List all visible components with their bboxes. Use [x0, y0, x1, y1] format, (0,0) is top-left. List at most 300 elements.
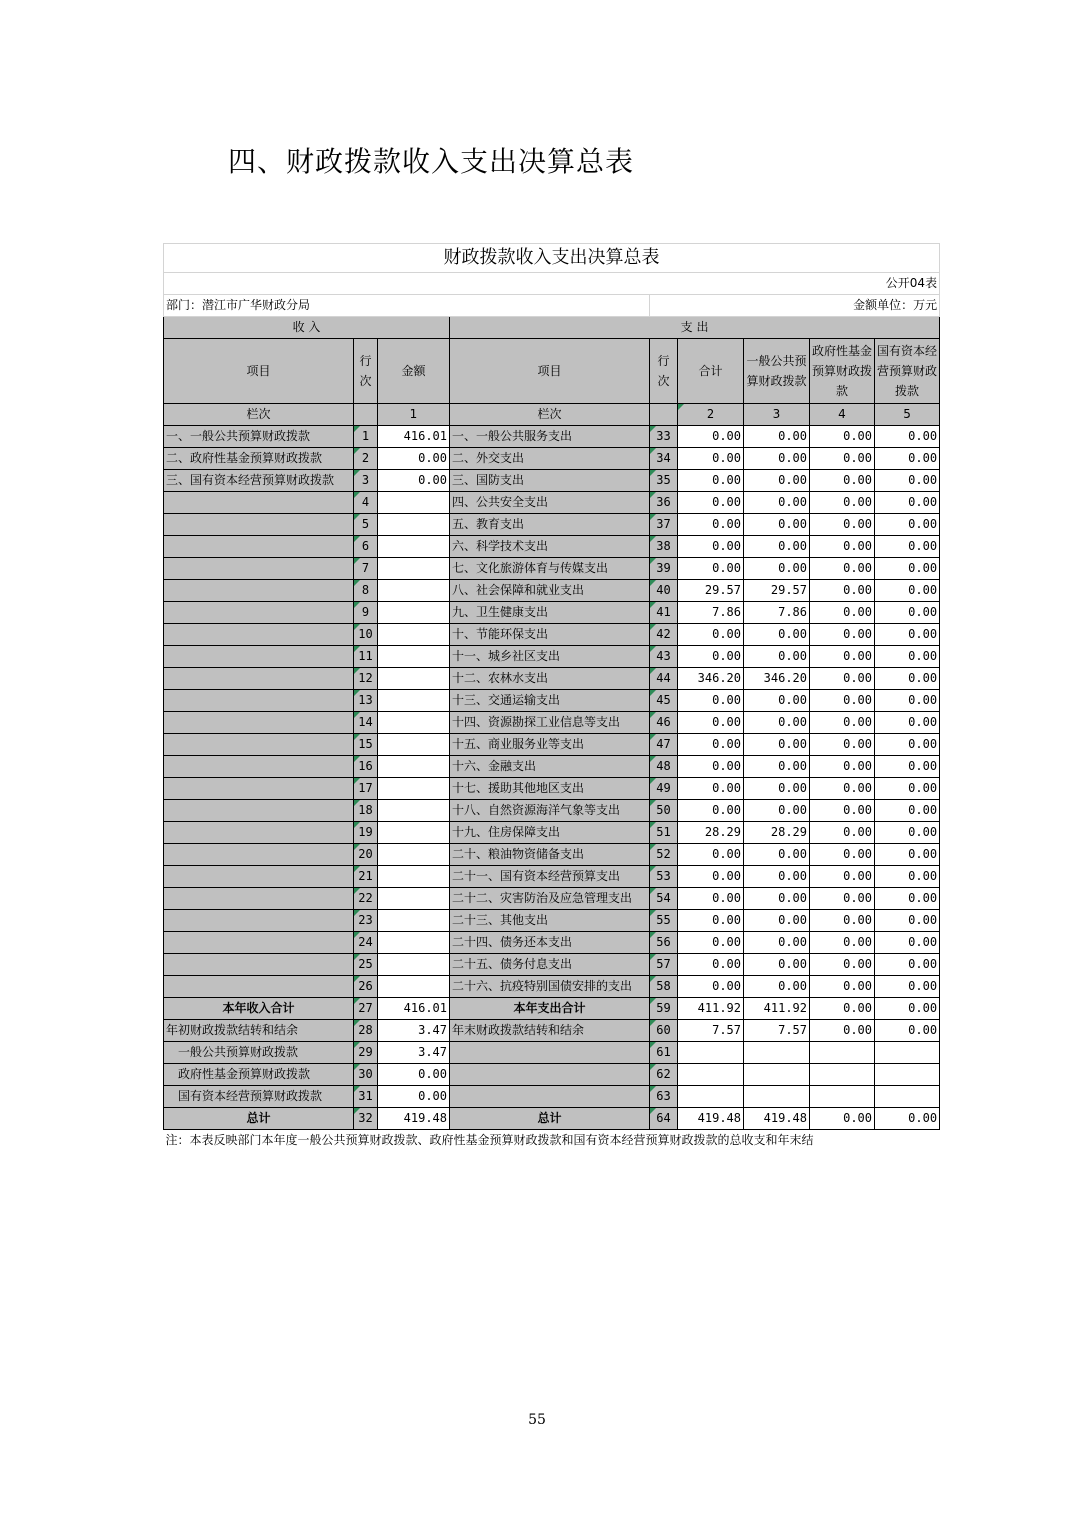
income-line: 10	[354, 624, 378, 646]
expense-fund-value: 0.00	[810, 910, 875, 932]
expense-line: 38	[650, 536, 678, 558]
blank-cell	[810, 1064, 875, 1086]
blank-cell	[744, 1042, 810, 1064]
table-row	[164, 976, 940, 998]
expense-state-value: 0.00	[875, 734, 940, 756]
expense-fund-value: 0.00	[810, 602, 875, 624]
income-line: 11	[354, 646, 378, 668]
index-1: 1	[378, 404, 450, 426]
income-amount	[378, 822, 450, 844]
income-line: 5	[354, 514, 378, 536]
income-amount	[378, 910, 450, 932]
income-amount: 0.00	[378, 448, 450, 470]
table-row	[164, 778, 940, 800]
income-line: 16	[354, 756, 378, 778]
begin-fund-amount: 0.00	[378, 1064, 450, 1086]
form-code: 公开04表	[164, 273, 940, 295]
expense-item: 十五、商业服务业等支出	[450, 734, 650, 756]
blank-cell	[450, 1042, 650, 1064]
grand-total-v5: 0.00	[875, 1108, 940, 1130]
expense-state-value: 0.00	[875, 624, 940, 646]
blank-cell	[875, 1064, 940, 1086]
income-item: 三、国有资本经营预算财政拨款	[164, 470, 354, 492]
income-col-item: 项目	[164, 339, 354, 404]
income-line: 6	[354, 536, 378, 558]
income-line: 15	[354, 734, 378, 756]
income-item	[164, 954, 354, 976]
income-item: 一、一般公共预算财政拨款	[164, 426, 354, 448]
expense-general-value: 346.20	[744, 668, 810, 690]
expense-total-v5: 0.00	[875, 998, 940, 1020]
income-amount	[378, 492, 450, 514]
table-note: 注：本表反映部门本年度一般公共预算财政拨款、政府性基金预算财政拨款和国有资本经营预算财政拨款的总收支和年末结	[165, 1133, 814, 1147]
expense-state-value: 0.00	[875, 712, 940, 734]
expense-general-value: 0.00	[744, 932, 810, 954]
expense-item: 五、教育支出	[450, 514, 650, 536]
income-item	[164, 800, 354, 822]
index-3: 3	[744, 404, 810, 426]
expense-line: 39	[650, 558, 678, 580]
expense-line: 56	[650, 932, 678, 954]
expense-state-value: 0.00	[875, 690, 940, 712]
income-amount	[378, 888, 450, 910]
income-item	[164, 668, 354, 690]
page-number: 55	[528, 1412, 546, 1428]
expense-line: 53	[650, 866, 678, 888]
income-item	[164, 514, 354, 536]
expense-item: 七、文化旅游体育与传媒支出	[450, 558, 650, 580]
income-col-amount: 金额	[378, 339, 450, 404]
expense-total-value: 0.00	[678, 448, 744, 470]
expense-general-value: 0.00	[744, 844, 810, 866]
table-row	[164, 602, 940, 624]
expense-general-value: 0.00	[744, 778, 810, 800]
table-row	[164, 932, 940, 954]
expense-item: 二、外交支出	[450, 448, 650, 470]
expense-state-value: 0.00	[875, 976, 940, 998]
expense-general-value: 29.57	[744, 580, 810, 602]
table-row	[164, 536, 940, 558]
carry-begin-amount: 3.47	[378, 1020, 450, 1042]
expense-general-value: 0.00	[744, 448, 810, 470]
expense-item: 十三、交通运输支出	[450, 690, 650, 712]
expense-item: 十七、援助其他地区支出	[450, 778, 650, 800]
expense-fund-value: 0.00	[810, 514, 875, 536]
grand-total-v3: 419.48	[744, 1108, 810, 1130]
table-row	[164, 514, 940, 536]
expense-total-value: 0.00	[678, 888, 744, 910]
income-item	[164, 690, 354, 712]
expense-item: 十八、自然资源海洋气象等支出	[450, 800, 650, 822]
blank-cell	[875, 1086, 940, 1108]
expense-general-value: 28.29	[744, 822, 810, 844]
expense-general-value: 0.00	[744, 800, 810, 822]
index-blank	[354, 404, 378, 426]
unit-label: 金额单位：万元	[650, 295, 940, 317]
expense-total-value: 0.00	[678, 976, 744, 998]
income-total-amount: 416.01	[378, 998, 450, 1020]
expense-total-value: 0.00	[678, 954, 744, 976]
expense-total-v4: 0.00	[810, 998, 875, 1020]
blank-cell	[450, 1064, 650, 1086]
income-item	[164, 866, 354, 888]
expense-line: 50	[650, 800, 678, 822]
expense-general-value: 0.00	[744, 536, 810, 558]
expense-fund-value: 0.00	[810, 712, 875, 734]
index-label-expense: 栏次	[450, 404, 650, 426]
income-line: 1	[354, 426, 378, 448]
expense-line: 36	[650, 492, 678, 514]
income-col-line: 行次	[354, 339, 378, 404]
expense-col-item: 项目	[450, 339, 650, 404]
income-item	[164, 976, 354, 998]
income-line: 14	[354, 712, 378, 734]
expense-general-value: 0.00	[744, 756, 810, 778]
table-row	[164, 954, 940, 976]
income-line: 24	[354, 932, 378, 954]
expense-item: 二十二、灾害防治及应急管理支出	[450, 888, 650, 910]
expense-total-value: 0.00	[678, 690, 744, 712]
carry-begin-label: 年初财政拨款结转和结余	[164, 1020, 354, 1042]
income-amount	[378, 954, 450, 976]
income-line: 18	[354, 800, 378, 822]
expense-fund-value: 0.00	[810, 470, 875, 492]
table-row	[164, 734, 940, 756]
expense-item: 六、科学技术支出	[450, 536, 650, 558]
blank-cell	[875, 1042, 940, 1064]
expense-col-general: 一般公共预算财政拨款	[744, 339, 810, 404]
expense-line-63: 63	[650, 1086, 678, 1108]
blank-cell	[678, 1064, 744, 1086]
carry-end-v5: 0.00	[875, 1020, 940, 1042]
expense-total-value: 28.29	[678, 822, 744, 844]
income-line: 20	[354, 844, 378, 866]
income-line: 9	[354, 602, 378, 624]
expense-total-value: 7.86	[678, 602, 744, 624]
expense-line: 55	[650, 910, 678, 932]
income-line: 8	[354, 580, 378, 602]
expense-total-value: 0.00	[678, 624, 744, 646]
income-amount	[378, 756, 450, 778]
expense-fund-value: 0.00	[810, 690, 875, 712]
expense-col-line: 行次	[650, 339, 678, 404]
blank-cell	[678, 1086, 744, 1108]
income-line: 2	[354, 448, 378, 470]
blank-cell	[450, 1086, 650, 1108]
income-section-header: 收 入	[164, 317, 450, 339]
carry-end-label: 年末财政拨款结转和结余	[450, 1020, 650, 1042]
expense-line: 41	[650, 602, 678, 624]
expense-line: 49	[650, 778, 678, 800]
expense-state-value: 0.00	[875, 954, 940, 976]
expense-state-value: 0.00	[875, 800, 940, 822]
expense-total-value: 0.00	[678, 844, 744, 866]
expense-fund-value: 0.00	[810, 778, 875, 800]
expense-general-value: 0.00	[744, 558, 810, 580]
table-row	[164, 580, 940, 602]
expense-fund-value: 0.00	[810, 844, 875, 866]
expense-general-value: 0.00	[744, 690, 810, 712]
expense-total-value: 0.00	[678, 778, 744, 800]
expense-fund-value: 0.00	[810, 866, 875, 888]
income-amount	[378, 668, 450, 690]
expense-general-value: 0.00	[744, 624, 810, 646]
income-item	[164, 492, 354, 514]
table-row	[164, 844, 940, 866]
income-item	[164, 778, 354, 800]
table-row	[164, 712, 940, 734]
expense-fund-value: 0.00	[810, 426, 875, 448]
expense-state-value: 0.00	[875, 822, 940, 844]
expense-general-value: 0.00	[744, 426, 810, 448]
expense-col-total: 合计	[678, 339, 744, 404]
expense-line: 33	[650, 426, 678, 448]
expense-line: 35	[650, 470, 678, 492]
expense-item: 十四、资源勘探工业信息等支出	[450, 712, 650, 734]
expense-item: 二十三、其他支出	[450, 910, 650, 932]
table-row	[164, 448, 940, 470]
expense-fund-value: 0.00	[810, 756, 875, 778]
grand-total-v4: 0.00	[810, 1108, 875, 1130]
expense-state-value: 0.00	[875, 932, 940, 954]
expense-line: 51	[650, 822, 678, 844]
income-amount	[378, 514, 450, 536]
expense-line: 54	[650, 888, 678, 910]
income-total-label: 本年收入合计	[164, 998, 354, 1020]
expense-item: 八、社会保障和就业支出	[450, 580, 650, 602]
income-amount	[378, 624, 450, 646]
expense-state-value: 0.00	[875, 514, 940, 536]
expense-state-value: 0.00	[875, 580, 940, 602]
begin-fund-label: 政府性基金预算财政拨款	[164, 1064, 354, 1086]
expense-fund-value: 0.00	[810, 954, 875, 976]
expense-line: 52	[650, 844, 678, 866]
income-line: 12	[354, 668, 378, 690]
expense-item: 十二、农林水支出	[450, 668, 650, 690]
expense-state-value: 0.00	[875, 668, 940, 690]
expense-total-label: 本年支出合计	[450, 998, 650, 1020]
blank-cell	[810, 1086, 875, 1108]
income-amount	[378, 778, 450, 800]
begin-state-label: 国有资本经营预算财政拨款	[164, 1086, 354, 1108]
income-line: 17	[354, 778, 378, 800]
grand-total-label: 总计	[164, 1108, 354, 1130]
expense-line: 46	[650, 712, 678, 734]
income-item	[164, 602, 354, 624]
expense-general-value: 0.00	[744, 866, 810, 888]
expense-fund-value: 0.00	[810, 536, 875, 558]
expense-fund-value: 0.00	[810, 888, 875, 910]
begin-general-line: 29	[354, 1042, 378, 1064]
expense-total-value: 0.00	[678, 646, 744, 668]
income-amount	[378, 866, 450, 888]
income-line: 22	[354, 888, 378, 910]
expense-total-value: 0.00	[678, 492, 744, 514]
table-row	[164, 800, 940, 822]
expense-item: 二十一、国有资本经营预算支出	[450, 866, 650, 888]
carry-end-v2: 7.57	[678, 1020, 744, 1042]
income-line: 4	[354, 492, 378, 514]
expense-state-value: 0.00	[875, 448, 940, 470]
grand-total-line: 32	[354, 1108, 378, 1130]
income-amount	[378, 800, 450, 822]
income-item	[164, 580, 354, 602]
income-item	[164, 756, 354, 778]
income-amount	[378, 536, 450, 558]
expense-item: 一、一般公共服务支出	[450, 426, 650, 448]
income-amount	[378, 734, 450, 756]
begin-fund-line: 30	[354, 1064, 378, 1086]
index-4: 4	[810, 404, 875, 426]
expense-state-value: 0.00	[875, 492, 940, 514]
expense-col-fund: 政府性基金预算财政拨款	[810, 339, 875, 404]
expense-line: 48	[650, 756, 678, 778]
income-item	[164, 734, 354, 756]
income-item: 二、政府性基金预算财政拨款	[164, 448, 354, 470]
expense-state-value: 0.00	[875, 602, 940, 624]
expense-total-value: 0.00	[678, 712, 744, 734]
expense-state-value: 0.00	[875, 426, 940, 448]
index-blank	[650, 404, 678, 426]
expense-line-61: 61	[650, 1042, 678, 1064]
expense-total-v3: 411.92	[744, 998, 810, 1020]
income-item	[164, 844, 354, 866]
expense-line: 58	[650, 976, 678, 998]
income-item	[164, 932, 354, 954]
expense-total-value: 0.00	[678, 426, 744, 448]
expense-total-value: 346.20	[678, 668, 744, 690]
expense-item: 十九、住房保障支出	[450, 822, 650, 844]
expense-fund-value: 0.00	[810, 580, 875, 602]
expense-fund-value: 0.00	[810, 646, 875, 668]
expense-line: 42	[650, 624, 678, 646]
table-row	[164, 910, 940, 932]
grand-total-expense-line: 64	[650, 1108, 678, 1130]
blank-cell	[678, 1042, 744, 1064]
expense-fund-value: 0.00	[810, 932, 875, 954]
expense-line: 40	[650, 580, 678, 602]
expense-total-line: 59	[650, 998, 678, 1020]
expense-total-value: 0.00	[678, 470, 744, 492]
grand-total-amount: 419.48	[378, 1108, 450, 1130]
table-row	[164, 470, 940, 492]
expense-general-value: 0.00	[744, 514, 810, 536]
expense-general-value: 0.00	[744, 646, 810, 668]
expense-fund-value: 0.00	[810, 822, 875, 844]
income-amount	[378, 932, 450, 954]
expense-general-value: 0.00	[744, 910, 810, 932]
expense-state-value: 0.00	[875, 558, 940, 580]
expense-total-value: 29.57	[678, 580, 744, 602]
carry-end-line: 60	[650, 1020, 678, 1042]
expense-state-value: 0.00	[875, 646, 940, 668]
table-row	[164, 558, 940, 580]
expense-total-v2: 411.92	[678, 998, 744, 1020]
table-title: 财政拨款收入支出决算总表	[164, 244, 940, 273]
income-item	[164, 822, 354, 844]
expense-item: 十六、金融支出	[450, 756, 650, 778]
expense-fund-value: 0.00	[810, 624, 875, 646]
income-amount	[378, 646, 450, 668]
begin-general-label: 一般公共预算财政拨款	[164, 1042, 354, 1064]
page-heading: 四、财政拨款收入支出决算总表	[228, 145, 635, 178]
income-amount	[378, 580, 450, 602]
expense-general-value: 7.86	[744, 602, 810, 624]
income-line: 21	[354, 866, 378, 888]
expense-line: 44	[650, 668, 678, 690]
expense-fund-value: 0.00	[810, 800, 875, 822]
income-amount	[378, 558, 450, 580]
table-row	[164, 690, 940, 712]
department-label: 部门：潜江市广华财政分局	[164, 295, 650, 317]
expense-fund-value: 0.00	[810, 734, 875, 756]
grand-total-expense-label: 总计	[450, 1108, 650, 1130]
expense-total-value: 0.00	[678, 734, 744, 756]
expense-col-state: 国有资本经营预算财政拨款	[875, 339, 940, 404]
begin-state-line: 31	[354, 1086, 378, 1108]
expense-item: 二十六、抗疫特别国债安排的支出	[450, 976, 650, 998]
expense-state-value: 0.00	[875, 888, 940, 910]
expense-total-value: 0.00	[678, 800, 744, 822]
expense-general-value: 0.00	[744, 734, 810, 756]
expense-total-value: 0.00	[678, 558, 744, 580]
carry-end-v4: 0.00	[810, 1020, 875, 1042]
expense-total-value: 0.00	[678, 866, 744, 888]
expense-state-value: 0.00	[875, 778, 940, 800]
table-row	[164, 646, 940, 668]
blank-cell	[744, 1086, 810, 1108]
income-amount	[378, 690, 450, 712]
expense-fund-value: 0.00	[810, 492, 875, 514]
expense-fund-value: 0.00	[810, 668, 875, 690]
grand-total-v2: 419.48	[678, 1108, 744, 1130]
income-line: 7	[354, 558, 378, 580]
income-item	[164, 624, 354, 646]
table-row	[164, 822, 940, 844]
income-total-line: 27	[354, 998, 378, 1020]
income-line: 26	[354, 976, 378, 998]
carry-end-v3: 7.57	[744, 1020, 810, 1042]
expense-line: 43	[650, 646, 678, 668]
index-2: 2	[678, 404, 744, 426]
income-line: 13	[354, 690, 378, 712]
expense-item: 九、卫生健康支出	[450, 602, 650, 624]
carry-begin-line: 28	[354, 1020, 378, 1042]
begin-general-amount: 3.47	[378, 1042, 450, 1064]
expense-item: 十、节能环保支出	[450, 624, 650, 646]
table-row	[164, 492, 940, 514]
expense-total-value: 0.00	[678, 756, 744, 778]
expense-general-value: 0.00	[744, 976, 810, 998]
expense-general-value: 0.00	[744, 712, 810, 734]
index-5: 5	[875, 404, 940, 426]
blank-cell	[744, 1064, 810, 1086]
income-amount	[378, 602, 450, 624]
begin-state-amount: 0.00	[378, 1086, 450, 1108]
expense-line: 37	[650, 514, 678, 536]
expense-item: 二十五、债务付息支出	[450, 954, 650, 976]
income-item	[164, 910, 354, 932]
index-label-income: 栏次	[164, 404, 354, 426]
income-amount: 416.01	[378, 426, 450, 448]
table-row	[164, 668, 940, 690]
income-line: 25	[354, 954, 378, 976]
expense-general-value: 0.00	[744, 470, 810, 492]
income-item	[164, 536, 354, 558]
expense-line: 57	[650, 954, 678, 976]
expense-total-value: 0.00	[678, 910, 744, 932]
income-item	[164, 558, 354, 580]
